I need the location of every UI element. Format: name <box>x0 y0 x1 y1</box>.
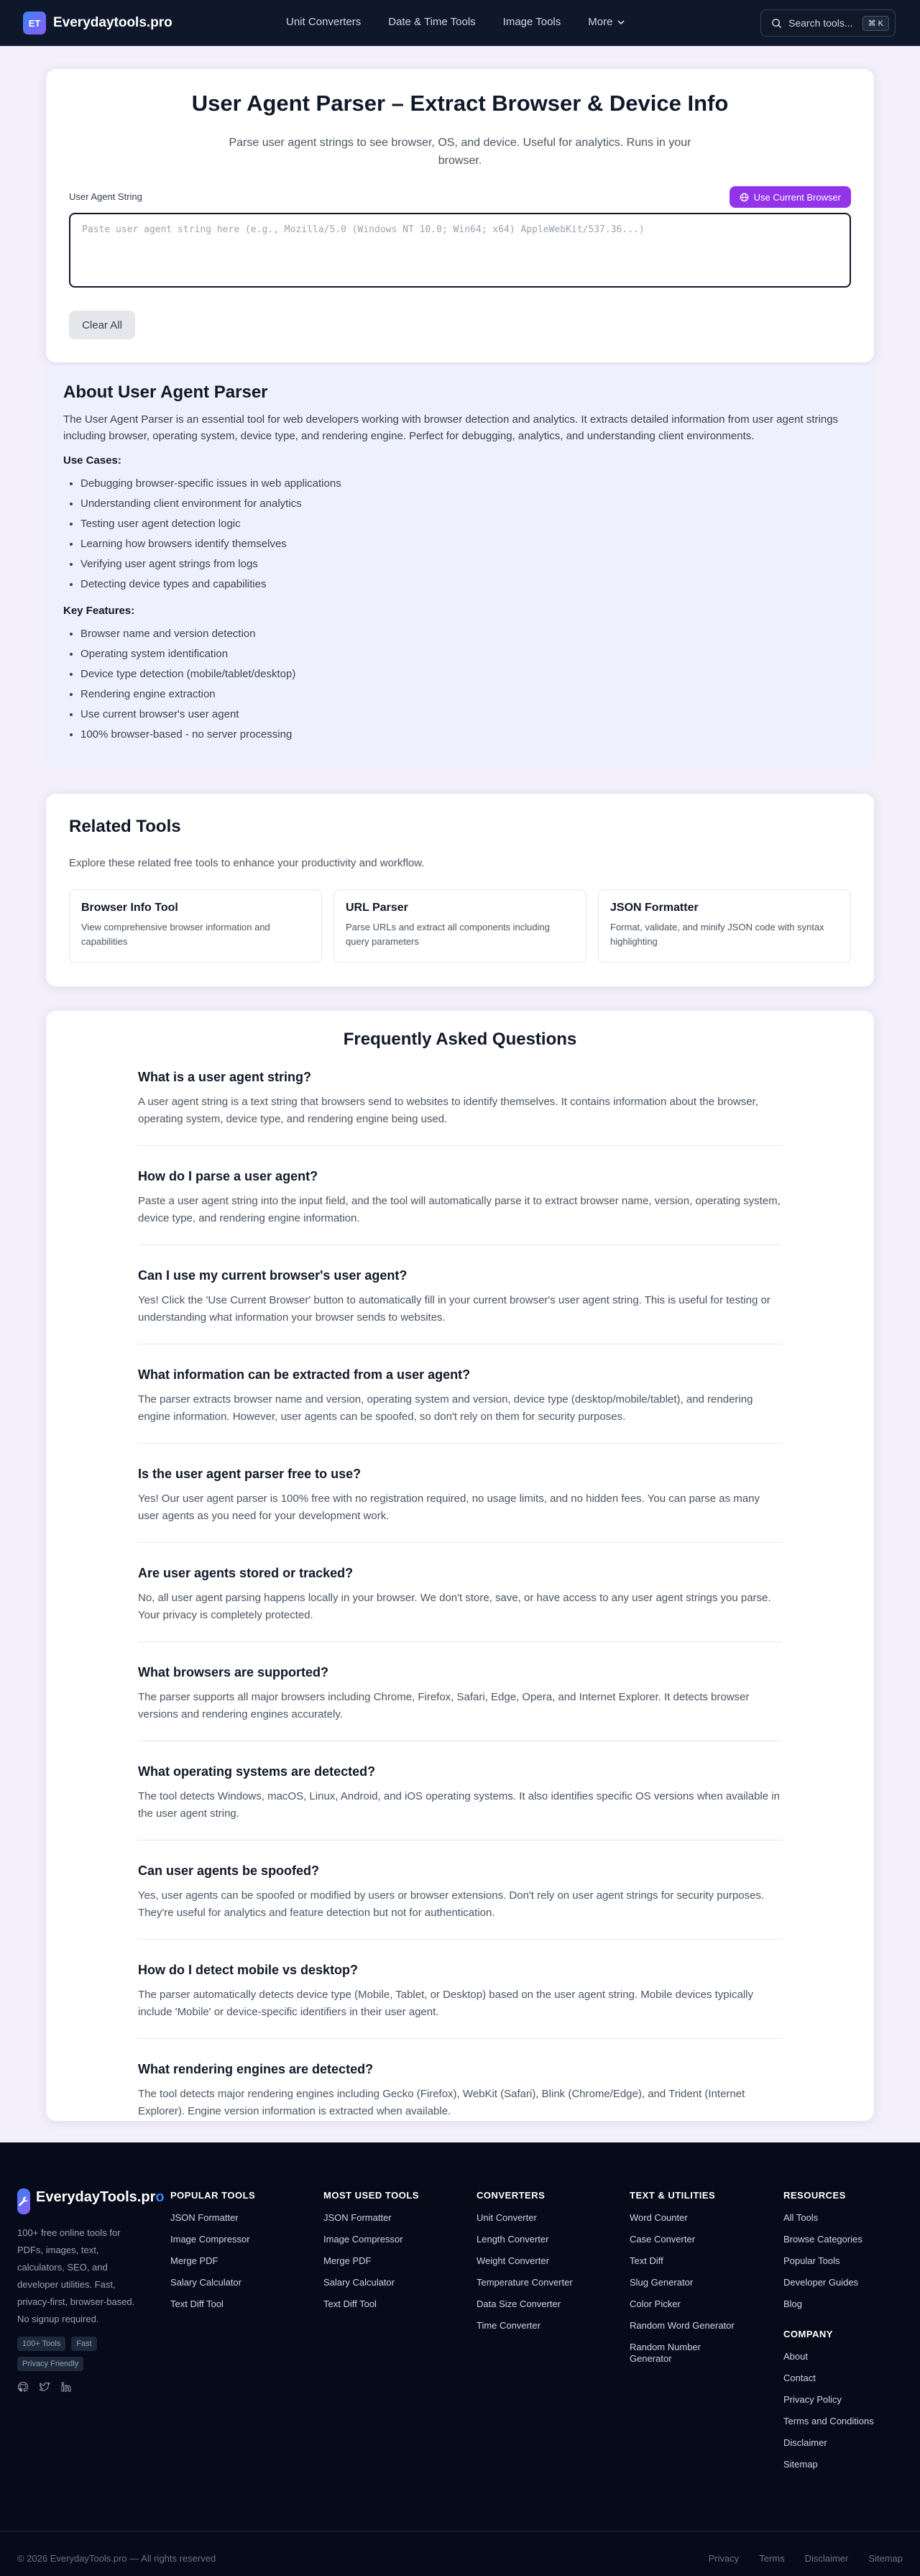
about-title: About User Agent Parser <box>63 382 268 402</box>
faq-question: What browsers are supported? <box>138 1665 329 1679</box>
clear-all-button[interactable]: Clear All <box>69 311 135 339</box>
footer-link[interactable]: Text Diff Tool <box>323 2298 377 2309</box>
related-card-browser-info[interactable] <box>69 889 322 963</box>
faq-answer: Yes! Our user agent parser is 100% free with no registration required, no usage limits, and no hidden fees. You can parse as many user agents as you need for your development work. <box>138 1493 760 1522</box>
footer-bottom-bar <box>0 2531 920 2576</box>
footer-brand <box>17 2188 165 2393</box>
page-subtitle: Parse user agent strings to see browser, OS, and device. Useful for analytics. Runs in your browser. <box>229 137 691 167</box>
faq-answer: The parser extracts browser name and version, operating system and version, device type (desktop/mobile/tablet), and rendering engine information. However, user agents can be spoofed, so don't rely on them for security purposes. <box>138 1393 753 1423</box>
faq-answer: Yes! Click the 'Use Current Browser' button to automatically fill in your current browser's user agent string. This is useful for testing or understanding what information your browser sends to websites. <box>138 1294 770 1324</box>
footer-link[interactable]: Text Diff <box>630 2255 663 2266</box>
footer-link[interactable]: Random Word Generator <box>630 2320 735 2331</box>
list-item: • Learning how browsers identify themselves <box>80 534 857 554</box>
footer-bottom-link[interactable]: Disclaimer <box>804 2553 849 2564</box>
site-logo[interactable] <box>23 12 172 35</box>
faq-question: What information can be extracted from a user agent? <box>138 1367 471 1382</box>
list-item: • Testing user agent detection logic <box>80 514 857 534</box>
footer-link[interactable]: Color Picker <box>630 2298 681 2309</box>
footer-link[interactable]: Terms and Conditions <box>783 2416 874 2426</box>
list-item: • Verifying user agent strings from logs <box>80 554 857 574</box>
footer-link[interactable]: Popular Tools <box>783 2255 840 2266</box>
faq-question: What rendering engines are detected? <box>138 2062 374 2076</box>
faq-question: Are user agents stored or tracked? <box>138 1566 354 1580</box>
features-list <box>63 624 857 745</box>
faq-item <box>138 1566 782 1642</box>
faq-item <box>138 1963 782 2039</box>
ua-input-label: User Agent String <box>69 191 142 202</box>
footer-link[interactable]: Random Number Generator <box>630 2342 701 2364</box>
linkedin-icon[interactable] <box>60 2381 72 2393</box>
footer-link[interactable]: Disclaimer <box>783 2437 827 2448</box>
footer-col-popular <box>170 2190 300 2320</box>
related-card-name: Browser Info Tool <box>81 902 178 914</box>
faq-item <box>138 1367 782 1444</box>
footer-tag: 100+ Tools <box>17 2337 65 2351</box>
globe-icon <box>740 193 749 202</box>
nav-image-tools[interactable]: Image Tools <box>502 16 561 28</box>
footer-link[interactable]: Blog <box>783 2298 803 2309</box>
footer-link[interactable]: Merge PDF <box>170 2255 218 2266</box>
related-grid <box>69 889 851 963</box>
wrench-icon <box>17 2188 30 2214</box>
footer-col-title: TEXT & UTILITIES <box>630 2190 716 2201</box>
use-current-label: Use Current Browser <box>753 191 841 203</box>
list-item: • Debugging browser-specific issues in web applications <box>80 474 857 494</box>
twitter-icon[interactable] <box>39 2381 50 2393</box>
related-card-desc: Format, validate, and minify JSON code with syntax highlighting <box>610 922 824 947</box>
footer-link[interactable]: Privacy Policy <box>783 2394 842 2405</box>
footer-link[interactable]: Salary Calculator <box>323 2277 395 2288</box>
footer-link[interactable]: Text Diff Tool <box>170 2298 224 2309</box>
faq-item <box>138 1665 782 1741</box>
footer-col-title: MOST USED TOOLS <box>323 2190 419 2201</box>
footer-link[interactable]: Developer Guides <box>783 2277 859 2288</box>
footer-tags <box>17 2337 125 2371</box>
faq-title: Frequently Asked Questions <box>343 1030 577 1049</box>
footer-link[interactable]: Contact <box>783 2373 816 2383</box>
faq-question: Can user agents be spoofed? <box>138 1864 320 1878</box>
footer-link[interactable]: Data Size Converter <box>477 2298 561 2309</box>
faq-question: Is the user agent parser free to use? <box>138 1467 362 1481</box>
site-footer <box>0 2142 920 2576</box>
list-item: • Use current browser's user agent <box>80 705 857 725</box>
footer-col-text-utilities <box>630 2190 752 2375</box>
footer-link[interactable]: JSON Formatter <box>323 2212 392 2223</box>
related-card-desc: Parse URLs and extract all components including query parameters <box>346 922 550 947</box>
footer-link[interactable]: Time Converter <box>477 2320 541 2331</box>
footer-link[interactable]: Browse Categories <box>783 2234 862 2245</box>
faq-section <box>46 1011 874 2121</box>
nav-links <box>286 16 625 28</box>
github-icon[interactable] <box>17 2381 29 2393</box>
faq-item <box>138 1268 782 1344</box>
footer-link[interactable]: Image Compressor <box>323 2234 403 2245</box>
search-button[interactable] <box>760 9 896 37</box>
footer-bottom-link[interactable]: Privacy <box>708 2553 740 2564</box>
footer-link[interactable]: Merge PDF <box>323 2255 372 2266</box>
faq-question: What operating systems are detected? <box>138 1764 376 1779</box>
faq-item <box>138 1467 782 1543</box>
faq-item <box>138 2062 782 2137</box>
related-card-name: JSON Formatter <box>610 902 699 914</box>
footer-description: 100+ free online tools for PDFs, images, text, calculators, SEO, and developer utilities. Fast, privacy-first, browser-based. No signup required. <box>17 2227 135 2324</box>
list-item: • Rendering engine extraction <box>80 684 857 705</box>
faq-answer: Yes, user agents can be spoofed or modified by users or browser extensions. Don't rely on user agent strings for security purposes. They're useful for analytics and feature detection but not for authentication. <box>138 1889 765 1919</box>
page-title: User Agent Parser – Extract Browser & Device Info <box>191 91 729 116</box>
footer-logo[interactable] <box>17 2188 165 2214</box>
related-card-json-formatter[interactable] <box>598 889 851 963</box>
footer-link[interactable]: Slug Generator <box>630 2277 694 2288</box>
tool-card <box>46 69 874 362</box>
use-cases-list <box>63 474 857 595</box>
related-card-url-parser[interactable] <box>334 889 586 963</box>
faq-question: How do I detect mobile vs desktop? <box>138 1963 359 1977</box>
faq-answer: The parser automatically detects device type (Mobile, Tablet, or Desktop) based on the user agent string. Mobile devices typically include 'Mobile' or device-specific identifiers in their user agent. <box>138 1989 753 2018</box>
faq-list <box>138 1070 782 2137</box>
list-item: • Detecting device types and capabilities <box>80 574 857 595</box>
related-title: Related Tools <box>69 817 181 836</box>
about-section <box>46 365 874 768</box>
footer-link[interactable]: All Tools <box>783 2212 819 2223</box>
footer-link[interactable]: Unit Converter <box>477 2212 537 2223</box>
footer-link[interactable]: Image Compressor <box>170 2234 250 2245</box>
footer-link[interactable]: Length Converter <box>477 2234 549 2245</box>
use-current-browser-button[interactable] <box>730 186 851 208</box>
logo-text: Everydaytools.pro <box>53 15 172 30</box>
footer-bottom-link[interactable]: Terms <box>759 2553 785 2564</box>
footer-logo-text <box>36 2188 165 2206</box>
ua-input[interactable] <box>69 213 851 288</box>
faq-answer: The tool detects Windows, macOS, Linux, Android, and iOS operating systems. It also identifies specific OS versions when available in the user agent string. <box>138 1790 780 1820</box>
footer-company-title: COMPANY <box>783 2329 833 2339</box>
chevron-down-icon <box>617 18 625 27</box>
faq-question: Can I use my current browser's user agent? <box>138 1268 408 1283</box>
footer-col-most-used <box>323 2190 453 2320</box>
list-item: • 100% browser-based - no server processing <box>80 725 857 745</box>
faq-answer: The tool detects major rendering engines including Gecko (Firefox), WebKit (Safari), Blink (Chrome/Edge), and Trident (Internet Explorer). Engine version information is extracted when available. <box>138 2088 745 2117</box>
footer-link[interactable]: JSON Formatter <box>170 2212 239 2223</box>
faq-item <box>138 1864 782 1940</box>
faq-answer: The parser supports all major browsers including Chrome, Firefox, Safari, Edge, Opera, and Internet Explorer. It detects browser versions and rendering engines accurately. <box>138 1691 750 1720</box>
nav-more-dropdown[interactable] <box>588 16 625 28</box>
faq-answer: A user agent string is a text string that browsers send to websites to identify themselves. It contains information about the browser, operating system, device type, and rendering engine being used. <box>138 1096 758 1125</box>
logo-badge: ET <box>23 12 46 35</box>
about-intro: The User Agent Parser is an essential tool for web developers working with browser detection and analytics. It extracts detailed information from user agent strings including browser, operating system, device type, and rendering engine. Perfect for debugging, analytics, and understanding client environments. <box>63 413 839 442</box>
nav-date-time-tools[interactable]: Date & Time Tools <box>388 16 476 28</box>
faq-question: What is a user agent string? <box>138 1070 312 1084</box>
faq-question: How do I parse a user agent? <box>138 1169 318 1183</box>
search-label: Search tools... <box>788 17 853 29</box>
footer-link[interactable]: Case Converter <box>630 2234 696 2245</box>
footer-link[interactable]: Weight Converter <box>477 2255 549 2266</box>
faq-item <box>138 1764 782 1841</box>
top-navbar <box>0 0 920 46</box>
footer-link[interactable]: About <box>783 2351 808 2362</box>
footer-link[interactable]: Salary Calculator <box>170 2277 242 2288</box>
footer-col-title: POPULAR TOOLS <box>170 2190 256 2201</box>
footer-col-converters <box>477 2190 606 2342</box>
related-tools-section <box>46 794 874 986</box>
list-item: • Understanding client environment for analytics <box>80 494 857 514</box>
features-title: Key Features: <box>63 605 135 617</box>
faq-item <box>138 1070 782 1146</box>
footer-copyright: © 2026 EverydayTools.pro — All rights reserved <box>17 2553 216 2564</box>
nav-unit-converters[interactable]: Unit Converters <box>286 16 362 28</box>
footer-col-title: CONVERTERS <box>477 2190 546 2201</box>
list-item: • Operating system identification <box>80 644 857 664</box>
footer-brand-suffix: o <box>155 2189 165 2205</box>
search-icon <box>771 18 782 29</box>
footer-bottom-link[interactable]: Sitemap <box>868 2553 903 2564</box>
footer-link[interactable]: Sitemap <box>783 2459 818 2470</box>
use-cases-title: Use Cases: <box>63 454 121 467</box>
footer-brand-name: EverydayTools.pr <box>36 2189 156 2205</box>
list-item: • Browser name and version detection <box>80 624 857 644</box>
footer-col-title: RESOURCES <box>783 2190 846 2201</box>
nav-more-label: More <box>588 16 613 28</box>
faq-answer: No, all user agent parsing happens locally in your browser. We don't store, save, or have access to any user agent strings you parse. Your privacy is completely protected. <box>138 1592 771 1621</box>
footer-link[interactable]: Word Counter <box>630 2212 688 2223</box>
faq-answer: Paste a user agent string into the input field, and the tool will automatically parse it to extract browser name, version, operating system, device type, and rendering engine information. <box>138 1195 781 1224</box>
related-desc: Explore these related free tools to enhance your productivity and workflow. <box>69 857 425 869</box>
footer-tag: Privacy Friendly <box>17 2357 83 2371</box>
related-card-name: URL Parser <box>346 902 408 914</box>
list-item: • Device type detection (mobile/tablet/desktop) <box>80 664 857 684</box>
footer-bottom-links <box>709 2553 903 2564</box>
footer-tag: Fast <box>71 2337 96 2351</box>
search-shortcut: ⌘ K <box>862 16 889 31</box>
footer-link[interactable]: Temperature Converter <box>477 2277 573 2288</box>
footer-col-resources <box>783 2190 903 2480</box>
related-card-desc: View comprehensive browser information and capabilities <box>81 922 270 947</box>
faq-item <box>138 1169 782 1245</box>
footer-social <box>17 2381 138 2393</box>
